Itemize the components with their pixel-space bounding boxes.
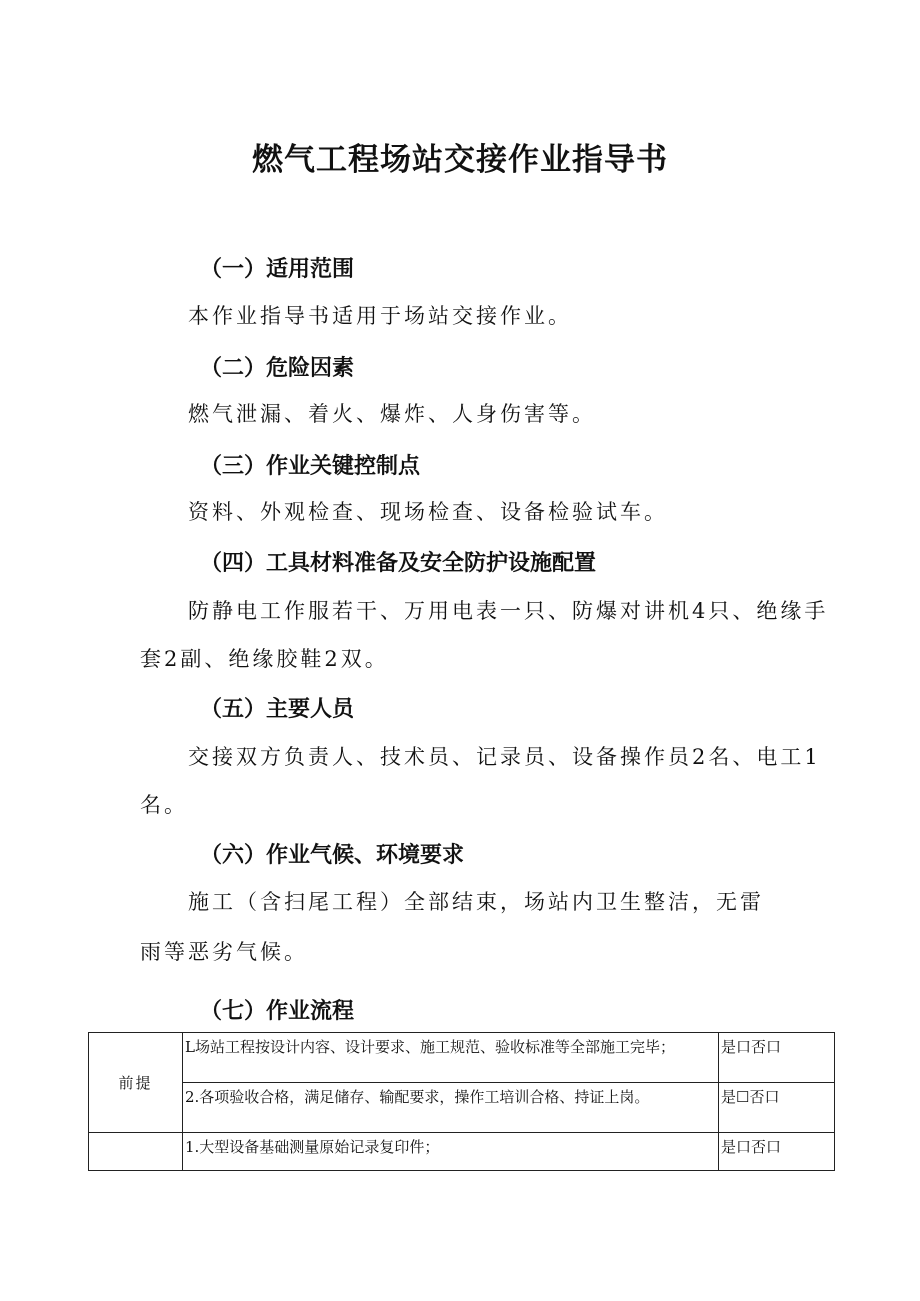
section-7-heading: （七）作业流程 xyxy=(200,999,355,1024)
item-cell: 2.各项验收合格，满足储存、输配要求，操作工培训合格、持证上岗。 xyxy=(183,1083,719,1133)
section-5-body-line-1: 交接双方负责人、技术员、记录员、设备操作员2名、电工1 xyxy=(188,745,821,769)
section-3-body: 资料、外观检查、现场检查、设备检验试车。 xyxy=(188,500,668,524)
section-2-body: 燃气泄漏、着火、爆炸、人身伤害等。 xyxy=(188,402,596,426)
table-row xyxy=(89,1083,835,1133)
section-3-heading: （三）作业关键控制点 xyxy=(200,454,421,479)
item-cell: 1.大型设备基础测量原始记录复印件； xyxy=(183,1133,719,1171)
check-cell: 是口否口 xyxy=(719,1033,835,1083)
section-4-body-line-2: 套2副、绝缘胶鞋2双。 xyxy=(140,647,389,671)
section-1-body: 本作业指导书适用于场站交接作业。 xyxy=(188,304,572,328)
section-5-heading: （五）主要人员 xyxy=(200,697,355,722)
section-4-body-line-1: 防静电工作服若干、万用电表一只、防爆对讲机4只、绝缘手 xyxy=(188,599,829,623)
section-1-heading: （一）适用范围 xyxy=(200,257,355,282)
stage-cell: 前提 xyxy=(89,1033,183,1133)
section-5-body-line-2: 名。 xyxy=(140,793,188,817)
item-cell: L场站工程按设计内容、设计要求、施工规范、验收标准等全部施工完毕； xyxy=(183,1033,719,1083)
section-6-body-line-1: 施工（含扫尾工程）全部结束，场站内卫生整洁，无雷 xyxy=(188,890,764,914)
section-4-heading: （四）工具材料准备及安全防护设施配置 xyxy=(200,551,597,576)
stage-cell xyxy=(89,1133,183,1171)
check-cell: 是口否口 xyxy=(719,1133,835,1171)
check-cell: 是☐否口 xyxy=(719,1083,835,1133)
table-row xyxy=(89,1033,835,1083)
table-row xyxy=(89,1133,835,1171)
section-6-heading: （六）作业气候、环境要求 xyxy=(200,843,465,868)
section-2-heading: （二）危险因素 xyxy=(200,356,355,381)
section-6-body-line-2: 雨等恶劣气候。 xyxy=(140,940,308,964)
page-title: 燃气工程场站交接作业指导书 xyxy=(252,142,668,178)
workflow-table xyxy=(88,1032,835,1171)
